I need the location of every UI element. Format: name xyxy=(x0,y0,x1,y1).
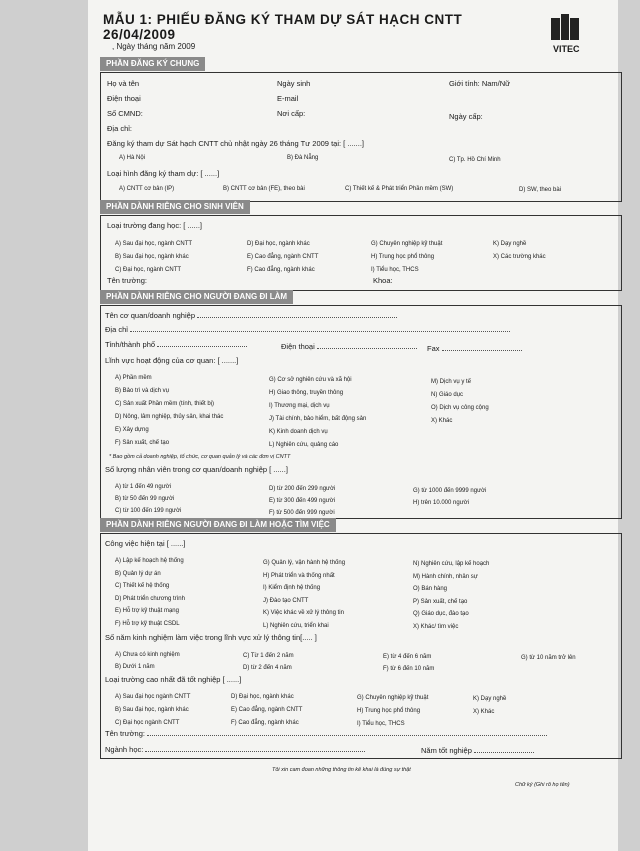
registration-type-option: D) SW, theo bài xyxy=(519,187,562,193)
section-general-box xyxy=(100,72,622,202)
job-col1: A) Lập kế hoạch hệ thống B) Quản lý dự án C) Thiết kế hệ thống D) Phát triển chương trình E) Hỗ trợ kỹ thuật mạng F) Hỗ trợ kỹ thuật CSDL xyxy=(115,558,185,627)
school-type-col3: G) Chuyên nghiệp kỹ thuật H) Trung học phổ thông I) Tiểu học, THCS xyxy=(371,241,443,273)
field-col2: G) Cơ sở nghiên cứu và xã hội H) Giao thông, truyền thông I) Thương mại, dịch vụ J) Tài chính, bảo hiểm, bất động sản K) Kinh doanh dịch vụ L) Nghiên cứu, quảng cáo xyxy=(269,377,367,448)
section-student-header: PHẦN DÀNH RIÊNG CHO SINH VIÊN xyxy=(100,200,250,214)
graduation-col3: G) Chuyên nghiệp kỹ thuật H) Trung học phổ thông I) Tiểu học, THCS xyxy=(357,695,429,727)
declaration-note: Tôi xin cam đoan những thông tin kê khai là đúng sự thật xyxy=(272,767,411,773)
issue-place-label: Nơi cấp: xyxy=(277,109,306,118)
issue-date-label: Ngày cấp: xyxy=(449,112,483,121)
id-label: Số CMND: xyxy=(107,109,143,118)
school-type-label: Loại trường đang học: [ ......] xyxy=(107,221,202,230)
fax-label: Fax xyxy=(427,344,522,353)
company-address-label: Địa chỉ xyxy=(105,325,510,334)
field-note: * Bao gồm cả doanh nghiệp, tổ chức, cơ quan quản lý và các đơn vị CNTT xyxy=(109,454,291,460)
section-job-box xyxy=(100,533,622,759)
location-option: A) Hà Nội xyxy=(119,155,146,161)
experience-col2: C) Từ 1 đến 2 năm D) từ 2 đến 4 năm xyxy=(243,653,294,671)
vitec-logo-icon xyxy=(551,14,579,40)
company-phone-label: Điện thoại xyxy=(281,342,417,351)
form-title: MẪU 1: PHIẾU ĐĂNG KÝ THAM DỰ SÁT HẠCH CNTT 26/04/2009 xyxy=(103,12,463,42)
section-worker-box xyxy=(100,305,622,519)
experience-col1: A) Chưa có kinh nghiệm B) Dưới 1 năm xyxy=(115,652,180,670)
phone-label: Điện thoại xyxy=(107,94,141,103)
graduation-col1: A) Sau đại học ngành CNTT B) Sau đại học, ngành khác C) Đại học ngành CNTT xyxy=(115,694,191,726)
section-general-header: PHẦN ĐĂNG KÝ CHUNG xyxy=(100,57,205,71)
job-label: Công việc hiện tại [ ......] xyxy=(105,539,186,548)
registration-type-option: B) CNTT cơ bản (FE), theo bài xyxy=(223,186,305,192)
name-label: Họ và tên xyxy=(107,79,140,88)
major-label: Ngành học: xyxy=(105,745,365,754)
field-label: Lĩnh vực hoạt động của cơ quan: [ .......] xyxy=(105,356,239,365)
address-label: Địa chỉ: xyxy=(107,124,133,133)
staff-col1: A) từ 1 đến 49 người B) từ 50 đến 99 người C) từ 100 đến 199 người xyxy=(115,484,182,514)
logo-text: VITEC xyxy=(553,44,580,54)
field-col1: A) Phần mềm B) Bảo trì và dịch vụ C) Sản xuất Phần mềm (tính, thiết bị) D) Nông, lâm nghiệp, thủy sản, khai thác E) Xây dựng F) Sản xuất, chế tạo xyxy=(115,375,224,446)
signature-label: Chữ ký (Ghi rõ họ tên) xyxy=(515,782,570,788)
experience-col4: G) từ 10 năm trở lên xyxy=(521,655,576,661)
gender-label: Giới tính: Nam/Nữ xyxy=(449,79,511,88)
section-worker-header: PHẦN DÀNH RIÊNG CHO NGƯỜI ĐANG ĐI LÀM xyxy=(100,290,293,304)
experience-col3: E) từ 4 đến 6 năm F) từ 6 đến 10 năm xyxy=(383,654,435,672)
faculty-label: Khoa: xyxy=(373,276,393,285)
section-job-header: PHẦN DÀNH RIÊNG NGƯỜI ĐANG ĐI LÀM HOẶC TÌM VIỆC xyxy=(100,518,336,532)
email-label: E-mail xyxy=(277,94,299,103)
staff-col3: G) từ 1000 đến 9999 người H) trên 10.000 người xyxy=(413,488,487,506)
graduation-label: Loại trường cao nhất đã tốt nghiệp [ ......] xyxy=(105,675,242,684)
dob-label: Ngày sinh xyxy=(277,79,311,88)
school-type-col1: A) Sau đại học, ngành CNTT B) Sau đại học, ngành khác C) Đại học, ngành CNTT xyxy=(115,241,193,273)
school-type-col2: D) Đại học, ngành khác E) Cao đẳng, ngành CNTT F) Cao đẳng, ngành khác xyxy=(247,241,319,273)
exam-registration: Đăng ký tham dự Sát hạch CNTT chủ nhật ngày 26 tháng Tư 2009 tại: [ .......] xyxy=(107,139,364,148)
school-type-col4: K) Dạy nghề X) Các trường khác xyxy=(493,241,546,260)
registration-type-label: Loại hình đăng ký tham dự: [ ......] xyxy=(107,169,220,178)
staff-label: Số lượng nhân viên trong cơ quan/doanh nghiệp [ ......] xyxy=(105,465,288,474)
school-name-label: Tên trường: xyxy=(107,276,147,285)
company-label: Tên cơ quan/doanh nghiệp xyxy=(105,311,397,320)
job-col3: N) Nghiên cứu, lập kế hoạch M) Hành chính, nhân sự O) Bán hàng P) Sản xuất, chế tạo Q) Giáo dục, đào tạo X) Khác/ tìm việc xyxy=(413,561,490,630)
experience-label: Số năm kinh nghiệm làm việc trong lĩnh vực xử lý thông tin[..... ] xyxy=(105,633,317,642)
location-option: B) Đà Nẵng xyxy=(287,155,319,161)
registration-type-option: C) Thiết kế & Phát triển Phần mềm (SW) xyxy=(345,186,454,192)
city-label: Tỉnh/thành phố xyxy=(105,340,247,349)
graduation-col4: K) Dạy nghề X) Khác xyxy=(473,696,507,715)
job-col2: G) Quản lý, vận hành hệ thống H) Phát triển và thống nhất I) Kiểm định hệ thống J) Đào tạo CNTT K) Việc khác về xử lý thông tin L) Nghiên cứu, triển khai xyxy=(263,560,346,629)
date-line: , Ngày tháng năm 2009 xyxy=(112,42,196,51)
section-student-box xyxy=(100,215,622,291)
field-col3: M) Dịch vụ y tế N) Giáo dục O) Dịch vụ công cộng X) Khác xyxy=(431,379,489,424)
graduation-col2: D) Đại học, ngành khác E) Cao đẳng, ngành CNTT F) Cao đẳng, ngành khác xyxy=(231,694,303,726)
registration-type-option: A) CNTT cơ bản (IP) xyxy=(119,186,175,192)
staff-col2: D) từ 200 đến 299 người E) từ 300 đến 499 người F) từ 500 đến 999 người xyxy=(269,486,336,516)
graduation-year-label: Năm tốt nghiệp xyxy=(421,746,534,755)
graduation-school-label: Tên trường: xyxy=(105,729,547,738)
location-option: C) Tp. Hồ Chí Minh xyxy=(449,157,501,163)
